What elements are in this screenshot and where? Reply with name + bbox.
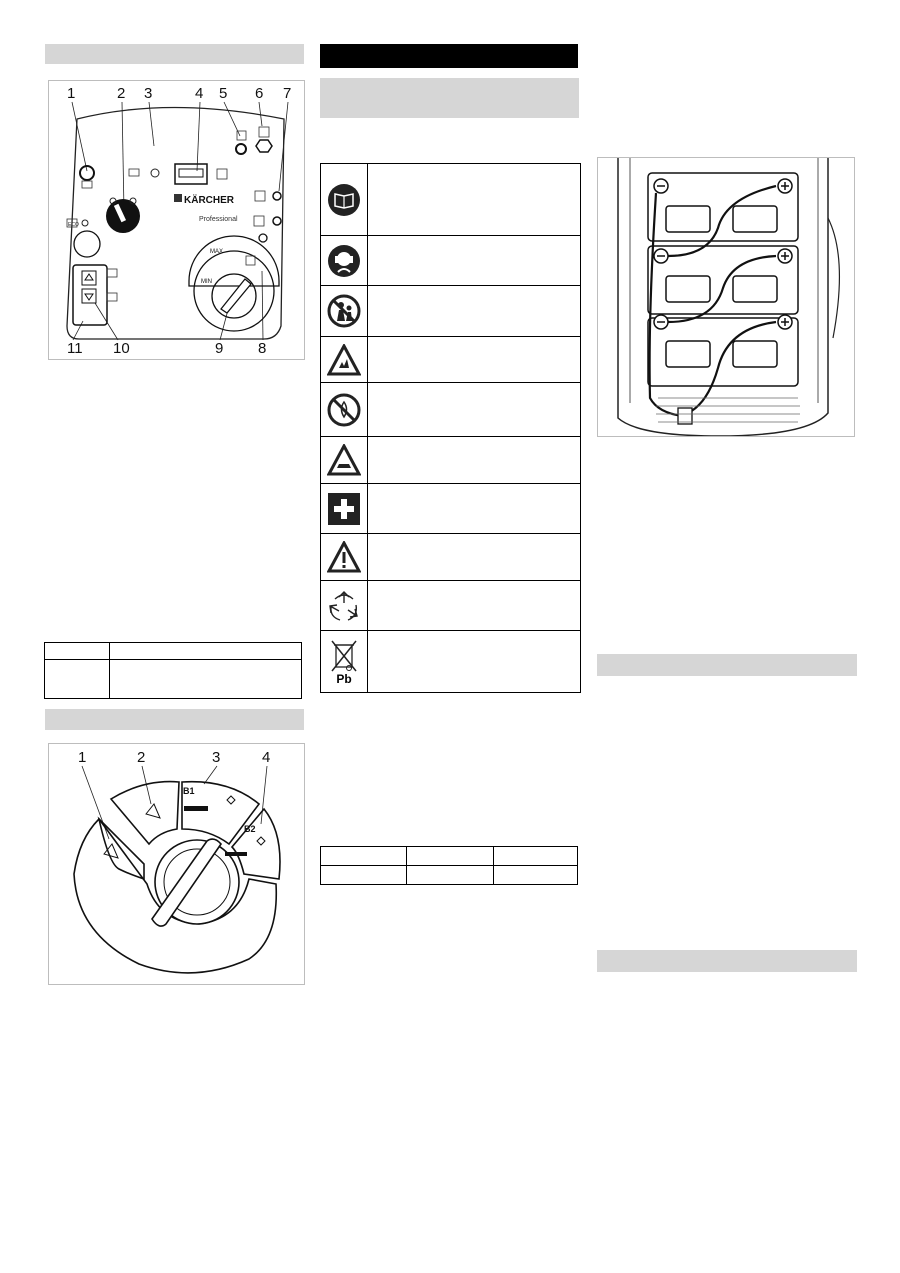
callout-5: 5 [219,85,228,102]
pb-label: Pb [336,671,352,686]
keep-children-away-icon [321,286,368,336]
warning-icon [321,534,368,580]
symbol-row [321,164,580,235]
recycling-icon [321,581,368,630]
callout-9: 9 [215,340,224,357]
selector-callout-4: 4 [262,749,271,766]
section-header-right-1 [597,654,857,676]
control-panel-figure [48,80,305,360]
symbol-row [321,235,580,285]
section-header-controls [45,44,304,64]
callout-10: 10 [113,340,130,357]
safety-symbols-table [320,163,581,693]
callout-6: 6 [255,85,264,102]
symbol-row [321,533,580,580]
battery-wiring-figure [597,157,855,437]
brand-logo: KÄRCHER [184,195,234,206]
symbol-row [321,336,580,382]
knob-max-label: MAX [210,249,224,255]
program-selector-figure [48,743,305,985]
callout-1: 1 [67,85,76,102]
first-aid-icon [321,484,368,533]
acid-hazard-icon [321,437,368,483]
selector-callout-1: 1 [78,749,87,766]
selector-callout-3: 3 [212,749,221,766]
b1-label: B1 [183,786,195,796]
symbol-row [321,580,580,630]
section-header-program-selector [45,709,304,730]
symbol-row [321,285,580,336]
callout-3: 3 [144,85,153,102]
left-info-table [44,642,302,699]
callout-8: 8 [258,340,267,357]
no-open-flame-icon [321,383,368,436]
explosion-hazard-icon [321,337,368,382]
symbol-row [321,630,580,692]
callout-4: 4 [195,85,204,102]
symbol-row [321,382,580,436]
crossed-bin-icon [321,631,368,692]
knob-min-label: MIN [201,279,212,285]
selector-callout-2: 2 [137,749,146,766]
eco-tag: ECO [68,222,79,228]
symbol-row [321,483,580,533]
chapter-header [320,44,578,68]
wear-ear-protection-icon [321,236,368,285]
callout-11: 11 [67,340,83,357]
read-manual-icon [321,164,368,235]
callout-7: 7 [283,85,292,102]
section-header-safety [320,78,579,118]
callout-2: 2 [117,85,126,102]
symbol-row [321,436,580,483]
middle-data-table [320,846,578,885]
b2-label: B2 [244,824,256,834]
section-header-right-2 [597,950,857,972]
model-label: Professional [199,216,238,223]
